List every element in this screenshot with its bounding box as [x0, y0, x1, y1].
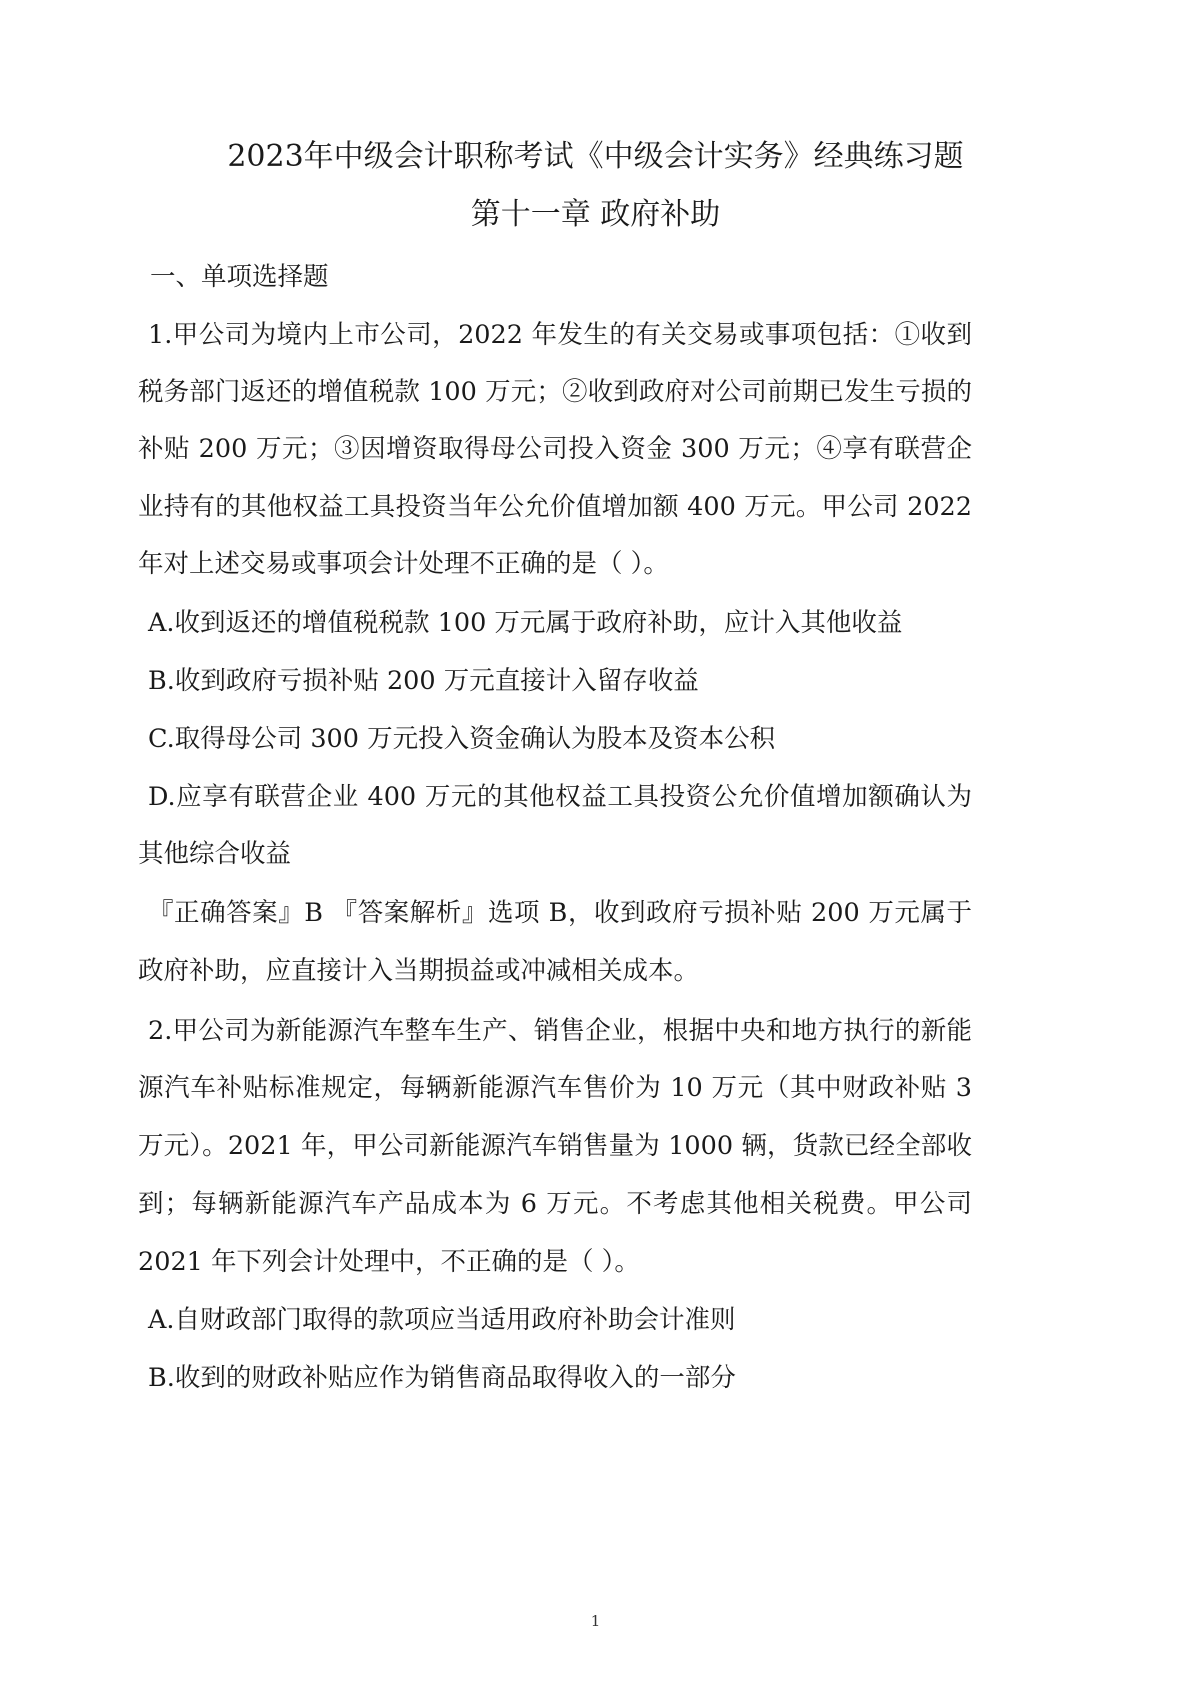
question-1-answer-line-2: 政府补助，应直接计入当期损益或冲减相关成本。	[138, 956, 700, 986]
question-1-option-d-line-2: 其他综合收益	[138, 839, 292, 869]
question-2-line-1: 2.甲公司为新能源汽车整车生产、销售企业，根据中央和地方执行的新能	[148, 1016, 972, 1046]
question-1-line-5: 年对上述交易或事项会计处理不正确的是（ ）。	[138, 549, 669, 579]
question-2-line-4: 到；每辆新能源汽车产品成本为 6 万元。不考虑其他相关税费。甲公司	[138, 1189, 972, 1219]
question-1-answer-line-1: 『正确答案』B 『答案解析』选项 B，收到政府亏损补贴 200 万元属于	[148, 898, 972, 928]
question-1-option-a: A.收到返还的增值税税款 100 万元属于政府补助，应计入其他收益	[148, 608, 903, 638]
question-2-line-2: 源汽车补贴标准规定，每辆新能源汽车售价为 10 万元（其中财政补贴 3	[138, 1073, 972, 1103]
question-2-line-3: 万元）。2021 年，甲公司新能源汽车销售量为 1000 辆，货款已经全部收	[138, 1131, 972, 1161]
question-1-line-1: 1.甲公司为境内上市公司，2022 年发生的有关交易或事项包括：①收到	[148, 320, 972, 350]
question-2-option-a: A.自财政部门取得的款项应当适用政府补助会计准则	[148, 1305, 736, 1335]
question-1-line-3: 补贴 200 万元；③因增资取得母公司投入资金 300 万元；④享有联营企	[138, 434, 972, 464]
section-heading: 一、单项选择题	[150, 262, 329, 292]
question-2-line-5: 2021 年下列会计处理中，不正确的是（ ）。	[138, 1247, 640, 1277]
page-number: 1	[590, 1612, 601, 1630]
question-1-option-d-line-1: D.应享有联营企业 400 万元的其他权益工具投资公允价值增加额确认为	[148, 782, 972, 812]
question-1-option-b: B.收到政府亏损补贴 200 万元直接计入留存收益	[148, 666, 699, 696]
document-title: 2023年中级会计职称考试《中级会计实务》经典练习题	[227, 139, 964, 174]
question-1-line-4: 业持有的其他权益工具投资当年公允价值增加额 400 万元。甲公司 2022	[138, 492, 972, 522]
question-2-option-b: B.收到的财政补贴应作为销售商品取得收入的一部分	[148, 1363, 736, 1393]
chapter-heading: 第十一章 政府补助	[470, 197, 721, 232]
question-1-line-2: 税务部门返还的增值税款 100 万元；②收到政府对公司前期已发生亏损的	[138, 377, 972, 407]
question-1-option-c: C.取得母公司 300 万元投入资金确认为股本及资本公积	[148, 724, 776, 754]
